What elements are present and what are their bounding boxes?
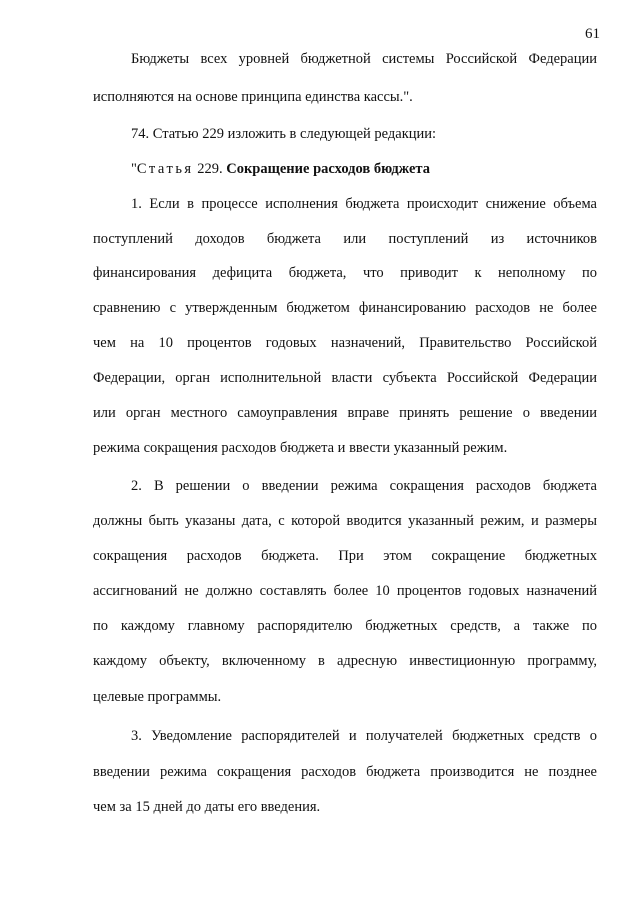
paragraph-1-line: чем на 10 процентов годовых назначений, Правительство Российской [93,335,597,351]
paragraph-3-line: введении режима сокращения расходов бюджета производится не позднее [93,764,597,780]
heading-quote: " [131,161,137,177]
paragraph-1-line: режима сокращения расходов бюджета и ввести указанный режим. [93,440,508,456]
instruction-line: 74. Статью 229 изложить в следующей редакции: [131,126,437,142]
paragraph-2-line: ассигнований не должно составлять более 10 процентов годовых назначений [93,583,597,599]
article-heading [131,160,430,178]
paragraph-1-line: 1. Если в процессе исполнения бюджета происходит снижение объема [131,196,597,212]
paragraph-1-line: Федерации, орган исполнительной власти субъекта Российской Федерации [93,370,597,386]
paragraph-2-line: по каждому главному распорядителю бюджетных средств, а также по [93,618,597,634]
paragraph-2-line: целевые программы. [93,689,222,705]
heading-title: Сокращение расходов бюджета [226,161,430,177]
paragraph-3-line: чем за 15 дней до даты его введения. [93,799,321,815]
paragraph-1-line: сравнению с утвержденным бюджетом финансированию расходов не более [93,300,597,316]
page-number: 61 [585,26,600,42]
paragraph-3-line: 3. Уведомление распорядителей и получателей бюджетных средств о [131,728,597,744]
paragraph-2-line: сокращения расходов бюджета. При этом сокращение бюджетных [93,548,597,564]
paragraph-2-line: 2. В решении о введении режима сокращения расходов бюджета [131,478,597,494]
paragraph-1-line: поступлений доходов бюджета или поступлений из источников [93,231,597,247]
paragraph-1-line: финансирования дефицита бюджета, что приводит к неполному по [93,265,597,281]
paragraph-2-line: каждому объекту, включенному в адресную инвестиционную программу, [93,653,597,669]
text-line: Бюджеты всех уровней бюджетной системы Российской Федерации [131,51,597,67]
paragraph-2-line: должны быть указаны дата, с которой вводится указанный режим, и размеры [93,513,597,529]
text-line: исполняются на основе принципа единства кассы.". [93,89,413,105]
paragraph-1-line: или орган местного самоуправления вправе принять решение о введении [93,405,597,421]
heading-word: Статья [136,161,194,177]
heading-number: 229. [193,161,227,177]
